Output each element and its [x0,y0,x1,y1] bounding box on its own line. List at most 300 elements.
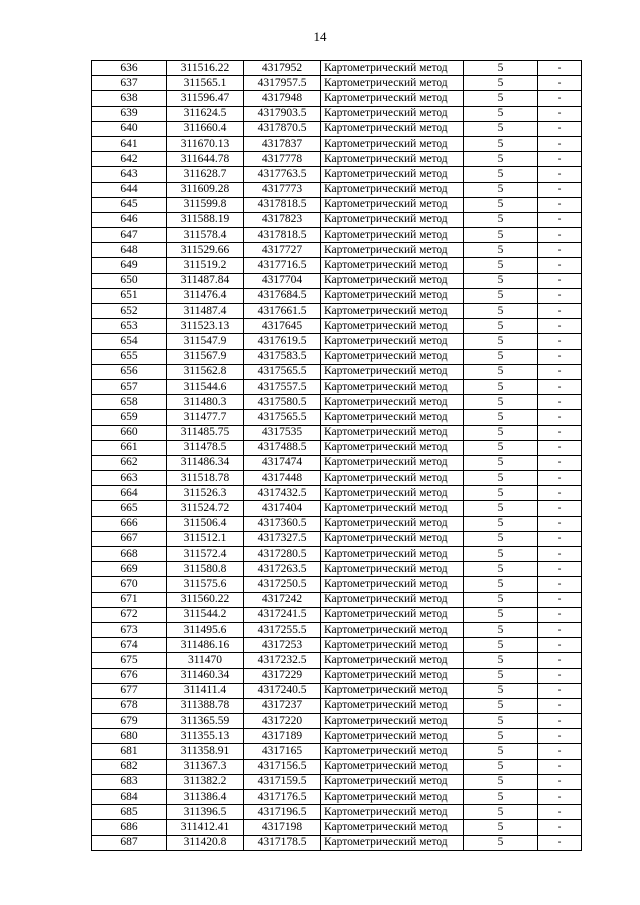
point-number-cell: 676 [92,668,167,683]
method-cell: Картометрический метод [321,774,464,789]
description-cell: - [538,121,582,136]
y-coordinate-cell: 4317684.5 [244,288,321,303]
y-coordinate-cell: 4317837 [244,136,321,151]
accuracy-cell: 5 [464,547,538,562]
coordinates-table-body [92,61,582,851]
description-cell: - [538,668,582,683]
y-coordinate-cell: 4317763.5 [244,167,321,182]
description-cell: - [538,152,582,167]
method-cell: Картометрический метод [321,668,464,683]
method-cell: Картометрический метод [321,243,464,258]
method-cell: Картометрический метод [321,212,464,227]
accuracy-cell: 5 [464,698,538,713]
table-row [92,106,582,121]
accuracy-cell: 5 [464,714,538,729]
x-coordinate-cell: 311544.2 [167,607,244,622]
method-cell: Картометрический метод [321,638,464,653]
method-cell: Картометрический метод [321,835,464,850]
point-number-cell: 680 [92,729,167,744]
table-row [92,61,582,76]
accuracy-cell: 5 [464,729,538,744]
description-cell: - [538,471,582,486]
description-cell: - [538,136,582,151]
method-cell: Картометрический метод [321,258,464,273]
x-coordinate-cell: 311367.3 [167,759,244,774]
y-coordinate-cell: 4317661.5 [244,304,321,319]
point-number-cell: 671 [92,592,167,607]
y-coordinate-cell: 4317903.5 [244,106,321,121]
method-cell: Картометрический метод [321,759,464,774]
description-cell: - [538,698,582,713]
description-cell: - [538,273,582,288]
y-coordinate-cell: 4317242 [244,592,321,607]
point-number-cell: 675 [92,653,167,668]
method-cell: Картометрический метод [321,106,464,121]
accuracy-cell: 5 [464,288,538,303]
method-cell: Картометрический метод [321,425,464,440]
y-coordinate-cell: 4317360.5 [244,516,321,531]
y-coordinate-cell: 4317229 [244,668,321,683]
point-number-cell: 660 [92,425,167,440]
table-row [92,440,582,455]
y-coordinate-cell: 4317727 [244,243,321,258]
table-row [92,273,582,288]
y-coordinate-cell: 4317255.5 [244,622,321,637]
accuracy-cell: 5 [464,820,538,835]
table-row [92,744,582,759]
y-coordinate-cell: 4317240.5 [244,683,321,698]
point-number-cell: 679 [92,714,167,729]
description-cell: - [538,76,582,91]
table-row [92,653,582,668]
y-coordinate-cell: 4317778 [244,152,321,167]
point-number-cell: 684 [92,790,167,805]
y-coordinate-cell: 4317237 [244,698,321,713]
description-cell: - [538,106,582,121]
description-cell: - [538,258,582,273]
y-coordinate-cell: 4317156.5 [244,759,321,774]
description-cell: - [538,243,582,258]
x-coordinate-cell: 311609.28 [167,182,244,197]
description-cell: - [538,607,582,622]
method-cell: Картометрический метод [321,349,464,364]
description-cell: - [538,638,582,653]
x-coordinate-cell: 311386.4 [167,790,244,805]
table-row [92,288,582,303]
page-number: 14 [313,29,327,44]
x-coordinate-cell: 311560.22 [167,592,244,607]
method-cell: Картометрический метод [321,440,464,455]
x-coordinate-cell: 311580.8 [167,562,244,577]
x-coordinate-cell: 311523.13 [167,319,244,334]
table-row [92,607,582,622]
method-cell: Картометрический метод [321,683,464,698]
accuracy-cell: 5 [464,106,538,121]
y-coordinate-cell: 4317159.5 [244,774,321,789]
accuracy-cell: 5 [464,121,538,136]
table-row [92,425,582,440]
x-coordinate-cell: 311628.7 [167,167,244,182]
x-coordinate-cell: 311526.3 [167,486,244,501]
x-coordinate-cell: 311506.4 [167,516,244,531]
table-row [92,805,582,820]
point-number-cell: 663 [92,471,167,486]
table-row [92,729,582,744]
x-coordinate-cell: 311547.9 [167,334,244,349]
method-cell: Картометрический метод [321,516,464,531]
point-number-cell: 686 [92,820,167,835]
accuracy-cell: 5 [464,228,538,243]
method-cell: Картометрический метод [321,577,464,592]
accuracy-cell: 5 [464,182,538,197]
x-coordinate-cell: 311477.7 [167,410,244,425]
table-row [92,228,582,243]
method-cell: Картометрический метод [321,729,464,744]
description-cell: - [538,167,582,182]
point-number-cell: 651 [92,288,167,303]
accuracy-cell: 5 [464,167,538,182]
accuracy-cell: 5 [464,516,538,531]
method-cell: Картометрический метод [321,91,464,106]
table-row [92,698,582,713]
accuracy-cell: 5 [464,622,538,637]
description-cell: - [538,379,582,394]
y-coordinate-cell: 4317232.5 [244,653,321,668]
accuracy-cell: 5 [464,531,538,546]
description-cell: - [538,805,582,820]
accuracy-cell: 5 [464,805,538,820]
y-coordinate-cell: 4317948 [244,91,321,106]
point-number-cell: 644 [92,182,167,197]
x-coordinate-cell: 311486.34 [167,455,244,470]
accuracy-cell: 5 [464,243,538,258]
method-cell: Картометрический метод [321,501,464,516]
table-row [92,364,582,379]
point-number-cell: 642 [92,152,167,167]
description-cell: - [538,228,582,243]
description-cell: - [538,653,582,668]
table-row [92,547,582,562]
accuracy-cell: 5 [464,759,538,774]
point-number-cell: 646 [92,212,167,227]
table-row [92,622,582,637]
accuracy-cell: 5 [464,258,538,273]
x-coordinate-cell: 311396.5 [167,805,244,820]
method-cell: Картометрический метод [321,531,464,546]
x-coordinate-cell: 311524.72 [167,501,244,516]
description-cell: - [538,562,582,577]
point-number-cell: 667 [92,531,167,546]
x-coordinate-cell: 311599.8 [167,197,244,212]
table-row [92,774,582,789]
description-cell: - [538,744,582,759]
point-number-cell: 662 [92,455,167,470]
table-row [92,212,582,227]
accuracy-cell: 5 [464,774,538,789]
y-coordinate-cell: 4317870.5 [244,121,321,136]
description-cell: - [538,304,582,319]
x-coordinate-cell: 311358.91 [167,744,244,759]
method-cell: Картометрический метод [321,152,464,167]
x-coordinate-cell: 311365.59 [167,714,244,729]
table-row [92,714,582,729]
table-row [92,304,582,319]
description-cell: - [538,774,582,789]
description-cell: - [538,410,582,425]
accuracy-cell: 5 [464,212,538,227]
x-coordinate-cell: 311382.2 [167,774,244,789]
table-row [92,455,582,470]
description-cell: - [538,425,582,440]
point-number-cell: 650 [92,273,167,288]
y-coordinate-cell: 4317474 [244,455,321,470]
x-coordinate-cell: 311575.6 [167,577,244,592]
description-cell: - [538,61,582,76]
y-coordinate-cell: 4317488.5 [244,440,321,455]
table-row [92,562,582,577]
point-number-cell: 645 [92,197,167,212]
method-cell: Картометрический метод [321,304,464,319]
method-cell: Картометрический метод [321,319,464,334]
x-coordinate-cell: 311544.6 [167,379,244,394]
y-coordinate-cell: 4317818.5 [244,228,321,243]
x-coordinate-cell: 311516.22 [167,61,244,76]
table-row [92,379,582,394]
description-cell: - [538,212,582,227]
point-number-cell: 643 [92,167,167,182]
table-row [92,395,582,410]
point-number-cell: 666 [92,516,167,531]
table-row [92,471,582,486]
description-cell: - [538,592,582,607]
accuracy-cell: 5 [464,486,538,501]
description-cell: - [538,835,582,850]
description-cell: - [538,501,582,516]
accuracy-cell: 5 [464,607,538,622]
y-coordinate-cell: 4317583.5 [244,349,321,364]
coordinates-table [91,60,582,851]
accuracy-cell: 5 [464,471,538,486]
table-row [92,668,582,683]
x-coordinate-cell: 311476.4 [167,288,244,303]
accuracy-cell: 5 [464,364,538,379]
description-cell: - [538,714,582,729]
description-cell: - [538,395,582,410]
x-coordinate-cell: 311670.13 [167,136,244,151]
description-cell: - [538,288,582,303]
table-row [92,121,582,136]
description-cell: - [538,547,582,562]
accuracy-cell: 5 [464,91,538,106]
point-number-cell: 673 [92,622,167,637]
y-coordinate-cell: 4317178.5 [244,835,321,850]
x-coordinate-cell: 311572.4 [167,547,244,562]
method-cell: Картометрический метод [321,288,464,303]
table-row [92,820,582,835]
accuracy-cell: 5 [464,577,538,592]
method-cell: Картометрический метод [321,121,464,136]
point-number-cell: 682 [92,759,167,774]
method-cell: Картометрический метод [321,790,464,805]
table-row [92,136,582,151]
accuracy-cell: 5 [464,562,538,577]
y-coordinate-cell: 4317619.5 [244,334,321,349]
table-row [92,486,582,501]
x-coordinate-cell: 311355.13 [167,729,244,744]
accuracy-cell: 5 [464,668,538,683]
y-coordinate-cell: 4317565.5 [244,364,321,379]
point-number-cell: 659 [92,410,167,425]
table-row [92,592,582,607]
description-cell: - [538,91,582,106]
table-row [92,516,582,531]
description-cell: - [538,197,582,212]
y-coordinate-cell: 4317280.5 [244,547,321,562]
method-cell: Картометрический метод [321,622,464,637]
point-number-cell: 640 [92,121,167,136]
y-coordinate-cell: 4317263.5 [244,562,321,577]
method-cell: Картометрический метод [321,76,464,91]
point-number-cell: 656 [92,364,167,379]
x-coordinate-cell: 311596.47 [167,91,244,106]
accuracy-cell: 5 [464,395,538,410]
y-coordinate-cell: 4317198 [244,820,321,835]
method-cell: Картометрический метод [321,562,464,577]
point-number-cell: 670 [92,577,167,592]
x-coordinate-cell: 311518.78 [167,471,244,486]
method-cell: Картометрический метод [321,167,464,182]
accuracy-cell: 5 [464,440,538,455]
point-number-cell: 661 [92,440,167,455]
x-coordinate-cell: 311660.4 [167,121,244,136]
accuracy-cell: 5 [464,653,538,668]
point-number-cell: 647 [92,228,167,243]
method-cell: Картометрический метод [321,698,464,713]
accuracy-cell: 5 [464,835,538,850]
table-row [92,91,582,106]
accuracy-cell: 5 [464,501,538,516]
point-number-cell: 669 [92,562,167,577]
accuracy-cell: 5 [464,152,538,167]
point-number-cell: 668 [92,547,167,562]
point-number-cell: 687 [92,835,167,850]
x-coordinate-cell: 311470 [167,653,244,668]
description-cell: - [538,319,582,334]
y-coordinate-cell: 4317957.5 [244,76,321,91]
table-row [92,334,582,349]
method-cell: Картометрический метод [321,410,464,425]
method-cell: Картометрический метод [321,197,464,212]
method-cell: Картометрический метод [321,714,464,729]
point-number-cell: 648 [92,243,167,258]
y-coordinate-cell: 4317404 [244,501,321,516]
method-cell: Картометрический метод [321,592,464,607]
x-coordinate-cell: 311588.19 [167,212,244,227]
table-row [92,790,582,805]
description-cell: - [538,334,582,349]
x-coordinate-cell: 311478.5 [167,440,244,455]
method-cell: Картометрический метод [321,607,464,622]
description-cell: - [538,729,582,744]
x-coordinate-cell: 311412.41 [167,820,244,835]
x-coordinate-cell: 311644.78 [167,152,244,167]
x-coordinate-cell: 311411.4 [167,683,244,698]
y-coordinate-cell: 4317773 [244,182,321,197]
y-coordinate-cell: 4317189 [244,729,321,744]
table-row [92,501,582,516]
point-number-cell: 674 [92,638,167,653]
method-cell: Картометрический метод [321,455,464,470]
x-coordinate-cell: 311460.34 [167,668,244,683]
accuracy-cell: 5 [464,273,538,288]
description-cell: - [538,455,582,470]
y-coordinate-cell: 4317165 [244,744,321,759]
method-cell: Картометрический метод [321,744,464,759]
table-row [92,197,582,212]
point-number-cell: 649 [92,258,167,273]
accuracy-cell: 5 [464,592,538,607]
point-number-cell: 639 [92,106,167,121]
x-coordinate-cell: 311388.78 [167,698,244,713]
point-number-cell: 685 [92,805,167,820]
table-row [92,319,582,334]
table-row [92,835,582,850]
description-cell: - [538,790,582,805]
y-coordinate-cell: 4317253 [244,638,321,653]
method-cell: Картометрический метод [321,471,464,486]
table-row [92,167,582,182]
x-coordinate-cell: 311512.1 [167,531,244,546]
x-coordinate-cell: 311486.16 [167,638,244,653]
method-cell: Картометрический метод [321,334,464,349]
y-coordinate-cell: 4317250.5 [244,577,321,592]
table-row [92,638,582,653]
y-coordinate-cell: 4317645 [244,319,321,334]
description-cell: - [538,531,582,546]
table-row [92,152,582,167]
table-row [92,76,582,91]
table-row [92,531,582,546]
table-row [92,759,582,774]
accuracy-cell: 5 [464,136,538,151]
point-number-cell: 637 [92,76,167,91]
y-coordinate-cell: 4317818.5 [244,197,321,212]
point-number-cell: 638 [92,91,167,106]
method-cell: Картометрический метод [321,61,464,76]
point-number-cell: 641 [92,136,167,151]
y-coordinate-cell: 4317220 [244,714,321,729]
method-cell: Картометрический метод [321,805,464,820]
point-number-cell: 672 [92,607,167,622]
method-cell: Картометрический метод [321,273,464,288]
point-number-cell: 683 [92,774,167,789]
accuracy-cell: 5 [464,790,538,805]
y-coordinate-cell: 4317448 [244,471,321,486]
accuracy-cell: 5 [464,304,538,319]
description-cell: - [538,622,582,637]
method-cell: Картометрический метод [321,136,464,151]
method-cell: Картометрический метод [321,820,464,835]
description-cell: - [538,486,582,501]
y-coordinate-cell: 4317580.5 [244,395,321,410]
accuracy-cell: 5 [464,197,538,212]
point-number-cell: 658 [92,395,167,410]
x-coordinate-cell: 311420.8 [167,835,244,850]
description-cell: - [538,759,582,774]
point-number-cell: 657 [92,379,167,394]
y-coordinate-cell: 4317823 [244,212,321,227]
point-number-cell: 677 [92,683,167,698]
